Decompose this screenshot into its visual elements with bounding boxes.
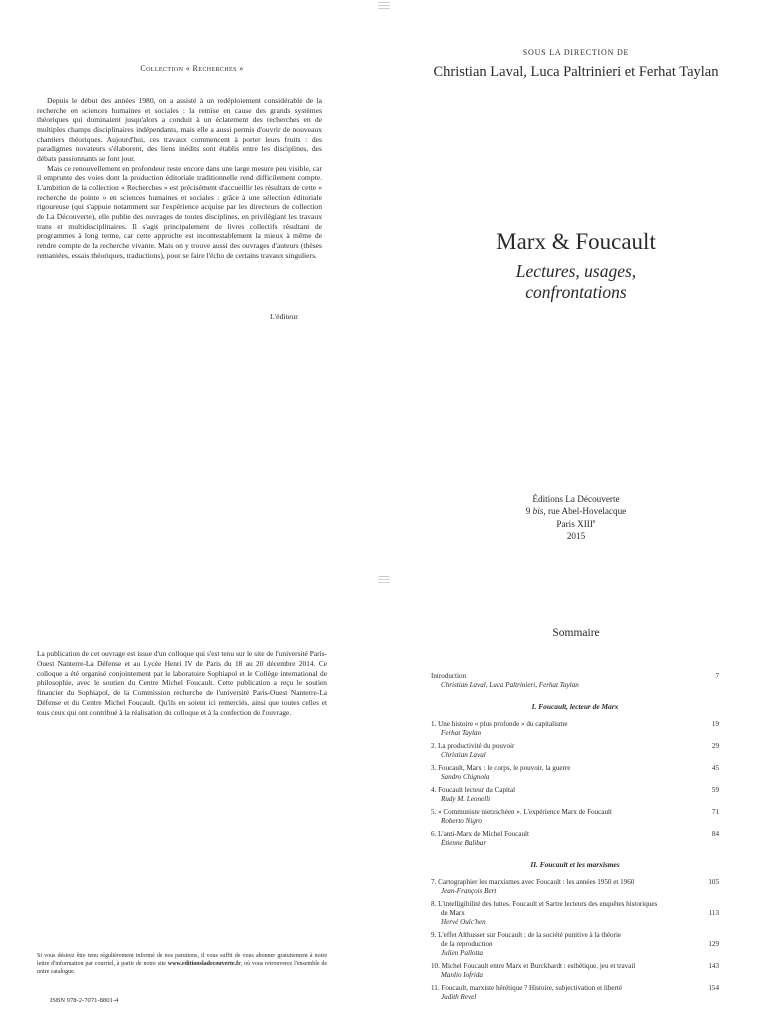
toc-entry-author: Roberto Nigro xyxy=(441,817,482,825)
toc-entry-author: Ferhat Taylan xyxy=(441,729,482,737)
toc-entry-author: Jean-François Bert xyxy=(441,887,497,895)
editor-signature: L'éditeur xyxy=(270,312,298,321)
toc-entry xyxy=(431,742,719,760)
toc-part-heading: II. Foucault et les marxismes xyxy=(530,860,620,869)
toc-entry-title: 4. Foucault lecteur du Capital xyxy=(431,786,516,794)
toc-entry xyxy=(431,900,719,927)
subtitle-line: Lectures, usages, xyxy=(515,261,637,281)
colloque-paragraph: La publication de cet ouvrage est issue d'un colloque qui s'est tenu sur le site de l'université Paris-Ouest Nanterre-La Défense et au Lycée Henri IV de Paris du 18 au 20 décembre 2014. Ce colloque a été organisé conjointement par le laboratoire Sophiapol et le Collège international de philosophie, avec le soutien du Centre Michel Foucault. Cette publication a reçu le soutien financier du Sophiapol, de la Commission recherche de l'université Paris-Ouest Nanterre-La Défense et du Centre Michel Foucault. Qu'ils en soient ici remerciés, ainsi que toutes celles et tous ceux qui ont contribué à la réalisation du colloque et à la confection de l'ouvrage. xyxy=(37,649,327,717)
toc-entry-author: Christian Laval xyxy=(441,751,486,759)
toc-entry xyxy=(431,962,719,980)
toc-entry-page: 59 xyxy=(711,786,719,794)
collection-paragraph: Depuis le début des années 1980, on a assisté à un redéploiement considérable de la recherche en sciences humaines et sociales : la remise en cause des grands systèmes théoriques qui dominaient jusqu'alors a conduit à un éclatement des recherches en de multiples champs disciplinaires indépendants, mais elle a aussi permis d'ouvrir de nouveaux chantiers théoriques. Aujourd'hui, ces travaux commencent à porter leurs fruits : des paradigmes novateurs s'élaborent, des liens inédits sont établis entre les disciplines, des débats passionnants se font jour. xyxy=(37,96,322,163)
toc-entry-page: 7 xyxy=(715,672,719,680)
toc-entry-title: 10. Michel Foucault entre Marx et Burckhardt : esthétique, jeu et travail xyxy=(431,962,636,970)
newsletter-notice xyxy=(37,952,327,976)
isbn: ISBN 978-2-7071-8801-4 xyxy=(50,997,119,1004)
toc-entry-title-continued: de la reproduction xyxy=(441,940,493,948)
toc-entry-page: 84 xyxy=(711,830,719,838)
toc-entry xyxy=(431,786,719,804)
colophon-page xyxy=(0,512,384,1024)
toc-entry-page: 29 xyxy=(711,742,719,750)
toc-entry-title: 2. La productivité du pouvoir xyxy=(431,742,515,750)
toc-entry-author: Rudy M. Leonelli xyxy=(441,795,491,803)
subtitle-line: confrontations xyxy=(525,282,627,302)
toc-entry xyxy=(431,931,719,958)
toc-entry xyxy=(431,720,719,738)
toc-entry-page: 71 xyxy=(711,808,719,816)
toc-entry-author: Judith Revel xyxy=(441,993,477,1001)
toc-part-heading: I. Foucault, lecteur de Marx xyxy=(531,702,619,711)
address-bis: bis xyxy=(532,505,544,516)
address-street: , rue Abel-Hovelacque xyxy=(543,505,627,516)
publisher-website-link[interactable]: www.editionsladecouverte.fr xyxy=(167,961,241,967)
toc-entry-title: 7. Cartographier les marxismes avec Foucault : les années 1950 et 1960 xyxy=(431,878,635,886)
toc-entry-title: 5. « Communiste nietzschéen ». L'expérience Marx de Foucault xyxy=(431,808,612,816)
collection-title: Collection « Recherches » xyxy=(140,64,244,73)
toc-entry-page: 19 xyxy=(711,720,719,728)
toc-entry-page: 143 xyxy=(708,962,719,970)
editors-names: Christian Laval, Luca Paltrinieri et Ferhat Taylan xyxy=(433,64,719,80)
toc-entry-author: Hervé Oulc'hen xyxy=(441,918,486,926)
toc-entry-page: 154 xyxy=(708,984,719,992)
book-subtitle xyxy=(384,261,768,303)
title-page xyxy=(384,0,768,512)
bottom-page-spread xyxy=(0,512,768,1024)
toc-entry-page: 113 xyxy=(708,909,719,917)
book-title: Marx & Foucault xyxy=(496,229,656,254)
toc-entry-title-continued: de Marx xyxy=(441,909,465,917)
toc-entry xyxy=(431,764,719,782)
toc-entry-author: Julien Pallotta xyxy=(441,949,483,957)
collection-page xyxy=(0,0,384,512)
toc-entry-title: Introduction xyxy=(431,672,467,680)
toc-entry-title: 11. Foucault, marxiste hérétique ? Histoire, subjectivation et liberté xyxy=(431,984,623,992)
toc-entry-page: 105 xyxy=(708,878,719,886)
toc-entry xyxy=(431,878,719,896)
notice-text-after: , où vous retrouverez l'ensemble de notre catalogue. xyxy=(37,961,328,975)
collection-paragraph: Mais ce renouvellement en profondeur reste encore dans une large mesure peu visible, car il emprunte des voies dont la production éditoriale traditionnelle rend difficilement compte. L'ambition de la collection « Recherches » est précisément d'accueillir les résultats de cette « recherche de pointe » en sciences humaines et sociales : grâce à une sélection éditoriale rigoureuse (qui s'appuie notamment sur l'expérience acquise par les directeurs de collection de La Découverte), elle publie des ouvrages de toutes disciplines, en privilégiant les travaux trans et multidisciplinaires. Il s'agit principalement de livres collectifs résultant de programmes à long terme, car cette approche est incontestablement la mieux à même de rendre compte de la recherche vivante. Mais on y trouve aussi des ouvrages d'auteurs (thèses remaniées, essais théoriques, traductions), pour se faire l'écho de certains travaux singuliers. xyxy=(37,163,322,260)
toc-entry-title: 1. Une histoire « plus profonde » du capitalisme xyxy=(431,720,568,728)
toc-entry-title: 8. L'intelligibilité des luttes. Foucault et Sartre lecteurs des enquêtes historiques xyxy=(431,900,658,908)
toc-entry-author: Étienne Balibar xyxy=(441,839,487,847)
notice-text-before: Si vous désirez être tenu régulièrement informé de nos parutions, il vous suffit de vous abonner gratuitement à notre lettre d'information par courriel, à partir de notre site xyxy=(37,953,327,967)
toc-entry-introduction xyxy=(431,672,719,690)
table-of-contents xyxy=(431,672,719,1002)
publisher-name: Éditions La Découverte xyxy=(532,494,620,504)
colloque-note xyxy=(37,649,327,718)
toc-entry xyxy=(431,984,719,1002)
toc-entry-author: Manlio Iofrida xyxy=(441,971,483,979)
city-name: Paris XIII xyxy=(556,519,593,530)
publication-year: 2015 xyxy=(566,530,586,541)
toc-entry-author: Sandro Chignola xyxy=(441,773,490,781)
contents-heading: Sommaire xyxy=(552,627,600,639)
city-superscript: e xyxy=(592,519,596,525)
address-number: 9 xyxy=(525,505,531,516)
toc-entry-page: 129 xyxy=(708,940,719,948)
direction-label: SOUS LA DIRECTION DE xyxy=(522,48,630,57)
toc-entry-author: Christian Laval, Luca Paltrinieri, Ferhat Taylan xyxy=(441,681,579,689)
toc-entry-title: 6. L'anti-Marx de Michel Foucault xyxy=(431,830,530,838)
collection-description xyxy=(37,96,322,260)
toc-entry xyxy=(431,830,719,848)
toc-entry-title: 9. L'effet Althusser sur Foucault : de la société punitive à la théorie xyxy=(431,931,622,939)
toc-entry-page: 45 xyxy=(711,764,719,772)
toc-entry xyxy=(431,808,719,826)
contents-page xyxy=(384,512,768,1024)
toc-entry-title: 3. Foucault, Marx : le corps, le pouvoir, la guerre xyxy=(431,764,571,772)
